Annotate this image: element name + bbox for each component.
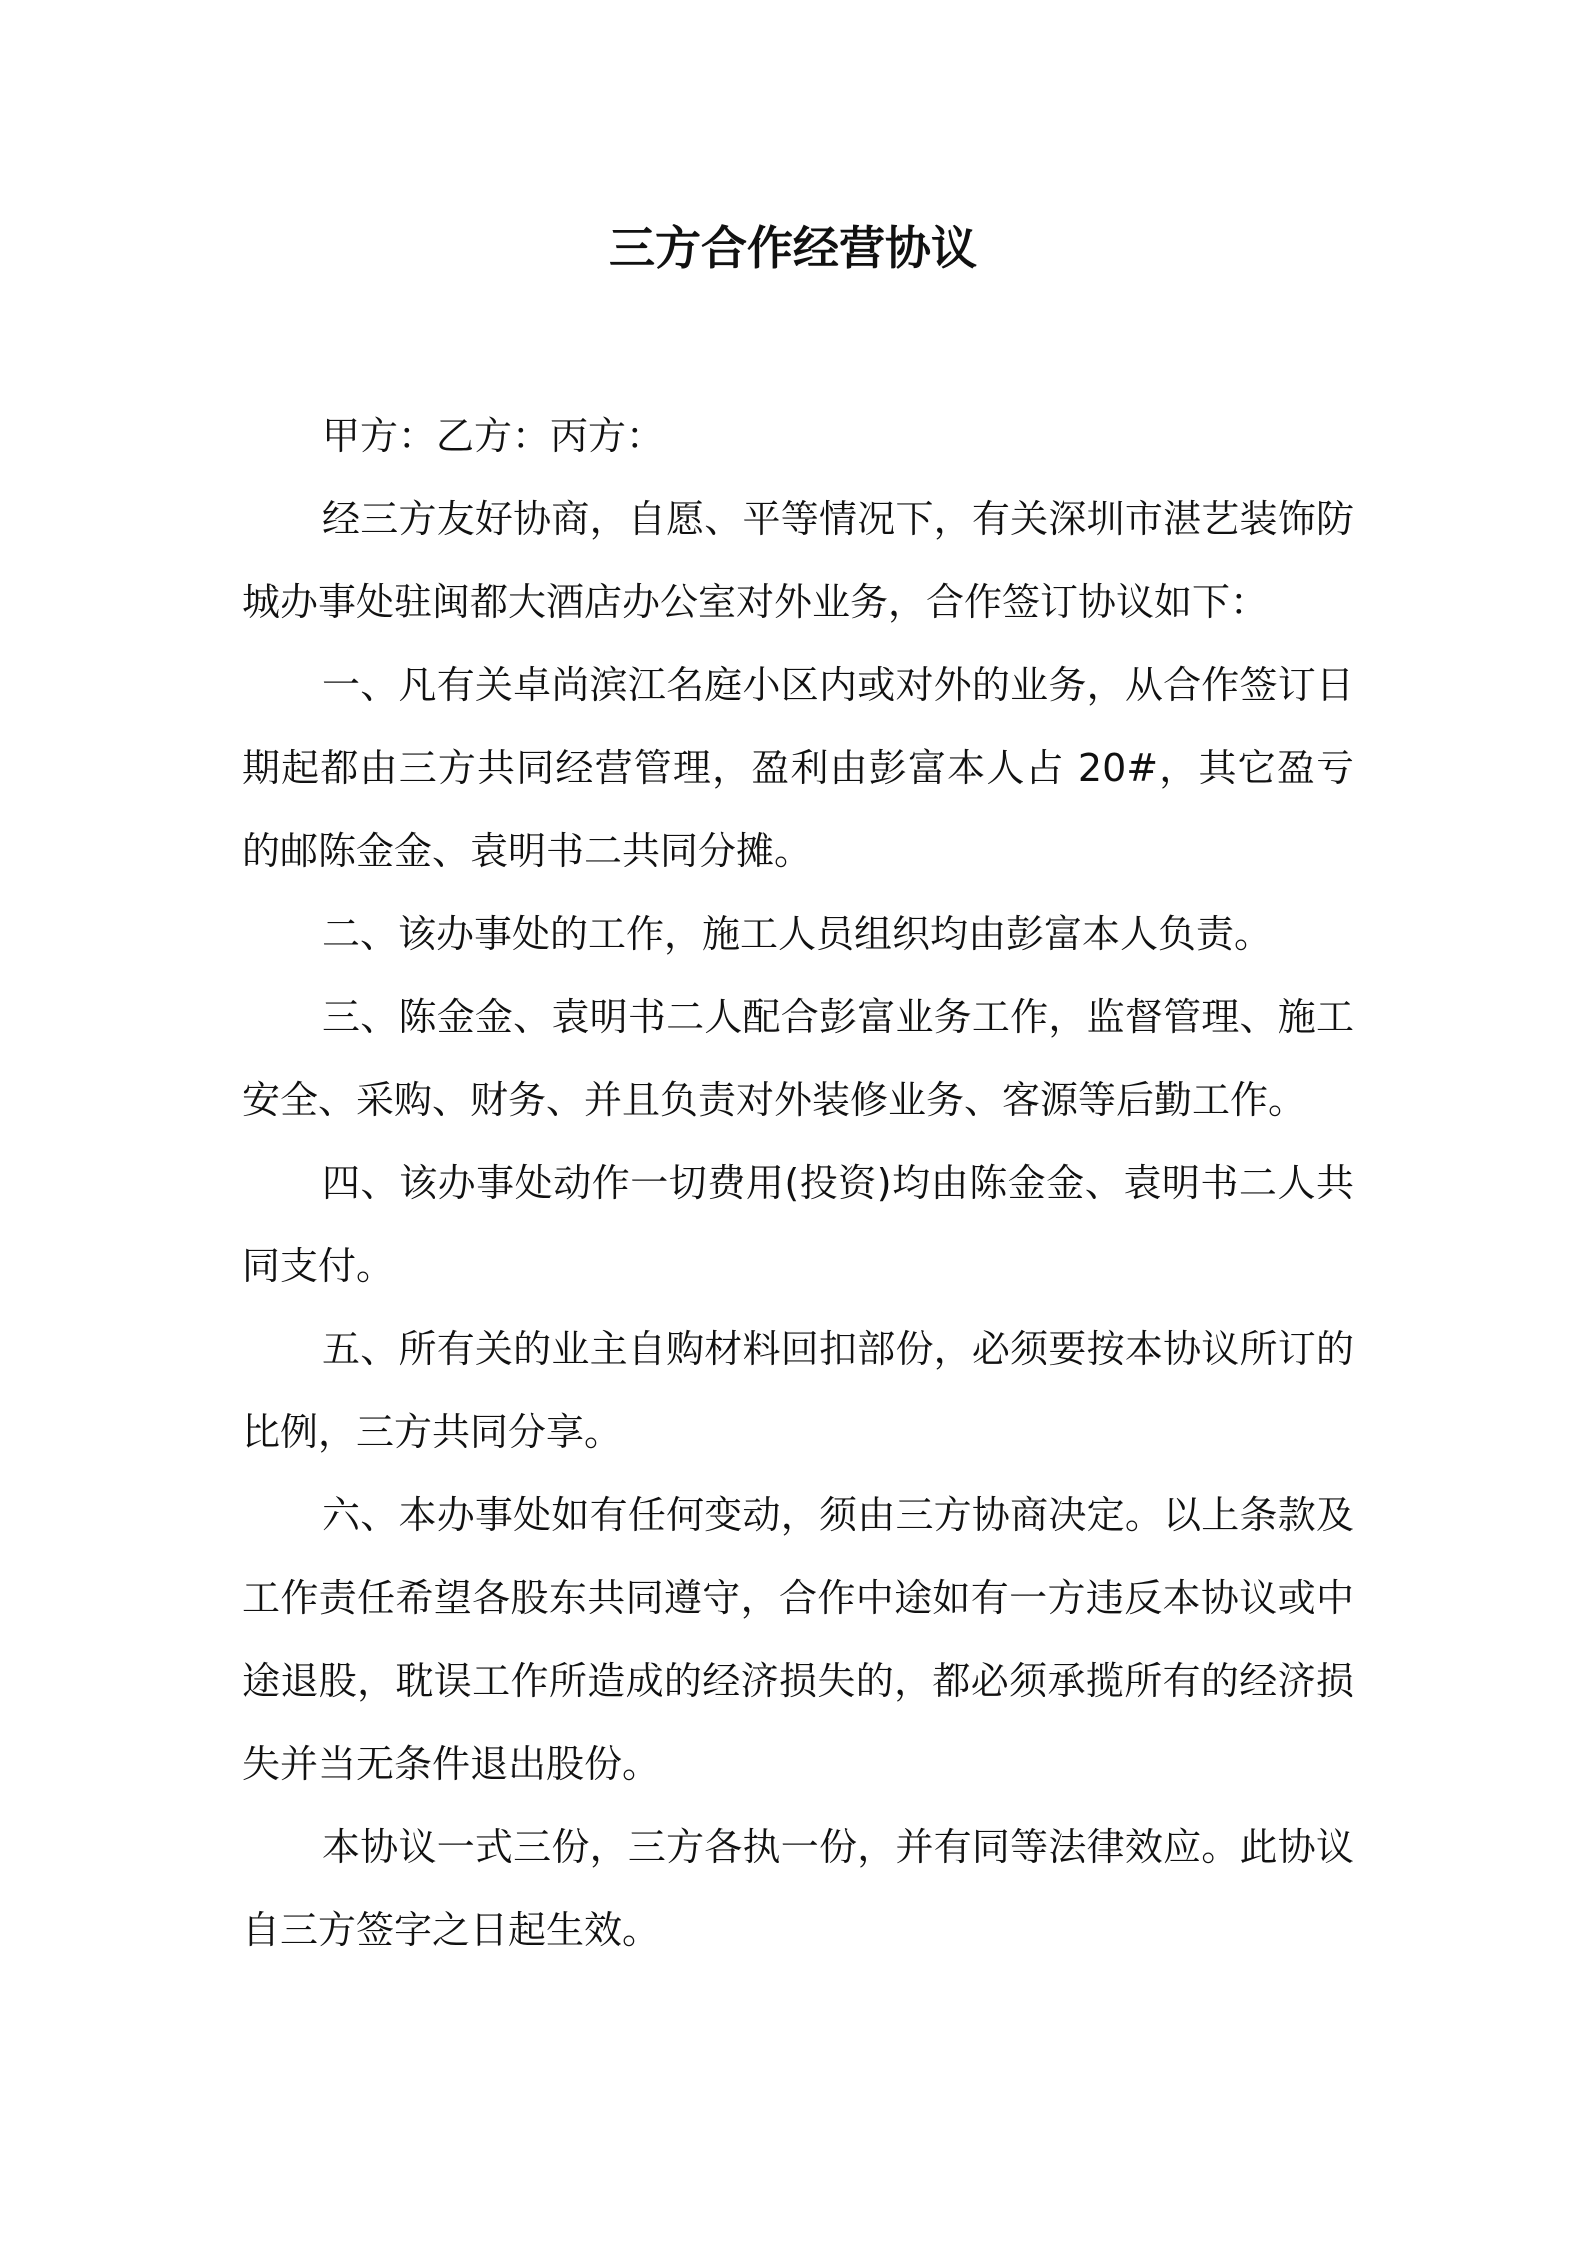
clause-2: 二、该办事处的工作，施工人员组织均由彭富本人负责。: [322, 912, 1273, 956]
document-body: [242, 395, 1354, 1972]
closing-paragraph: 本协议一式三份，三方各执一份，并有同等法律效应。此协议自三方签字之日起生效。: [242, 1825, 1354, 1952]
clause-1: 一、凡有关卓尚滨江名庭小区内或对外的业务，从合作签订日期起都由三方共同经营管理，盈利由彭富本人占 20#，其它盈亏的邮陈金金、袁明书二共同分摊。: [242, 663, 1354, 873]
clause-4: 四、该办事处动作一切费用(投资)均由陈金金、袁明书二人共同支付。: [242, 1161, 1354, 1288]
clause-6: 六、本办事处如有任何变动，须由三方协商决定。以上条款及工作责任希望各股东共同遵守，合作中途如有一方违反本协议或中途退股，耽误工作所造成的经济损失的，都必须承揽所有的经济损失并当无条件退出股份。: [242, 1493, 1354, 1786]
document-title: 三方合作经营协议: [609, 221, 977, 275]
intro-paragraph: 经三方友好协商，自愿、平等情况下，有关深圳市湛艺装饰防城办事处驻闽都大酒店办公室对外业务，合作签订协议如下：: [242, 497, 1354, 624]
clause-5: 五、所有关的业主自购材料回扣部份，必须要按本协议所订的比例，三方共同分享。: [242, 1327, 1354, 1454]
clause-3: 三、陈金金、袁明书二人配合彭富业务工作，监督管理、施工安全、采购、财务、并且负责对外装修业务、客源等后勤工作。: [242, 995, 1354, 1122]
parties-line: 甲方：乙方：丙方：: [322, 414, 665, 458]
